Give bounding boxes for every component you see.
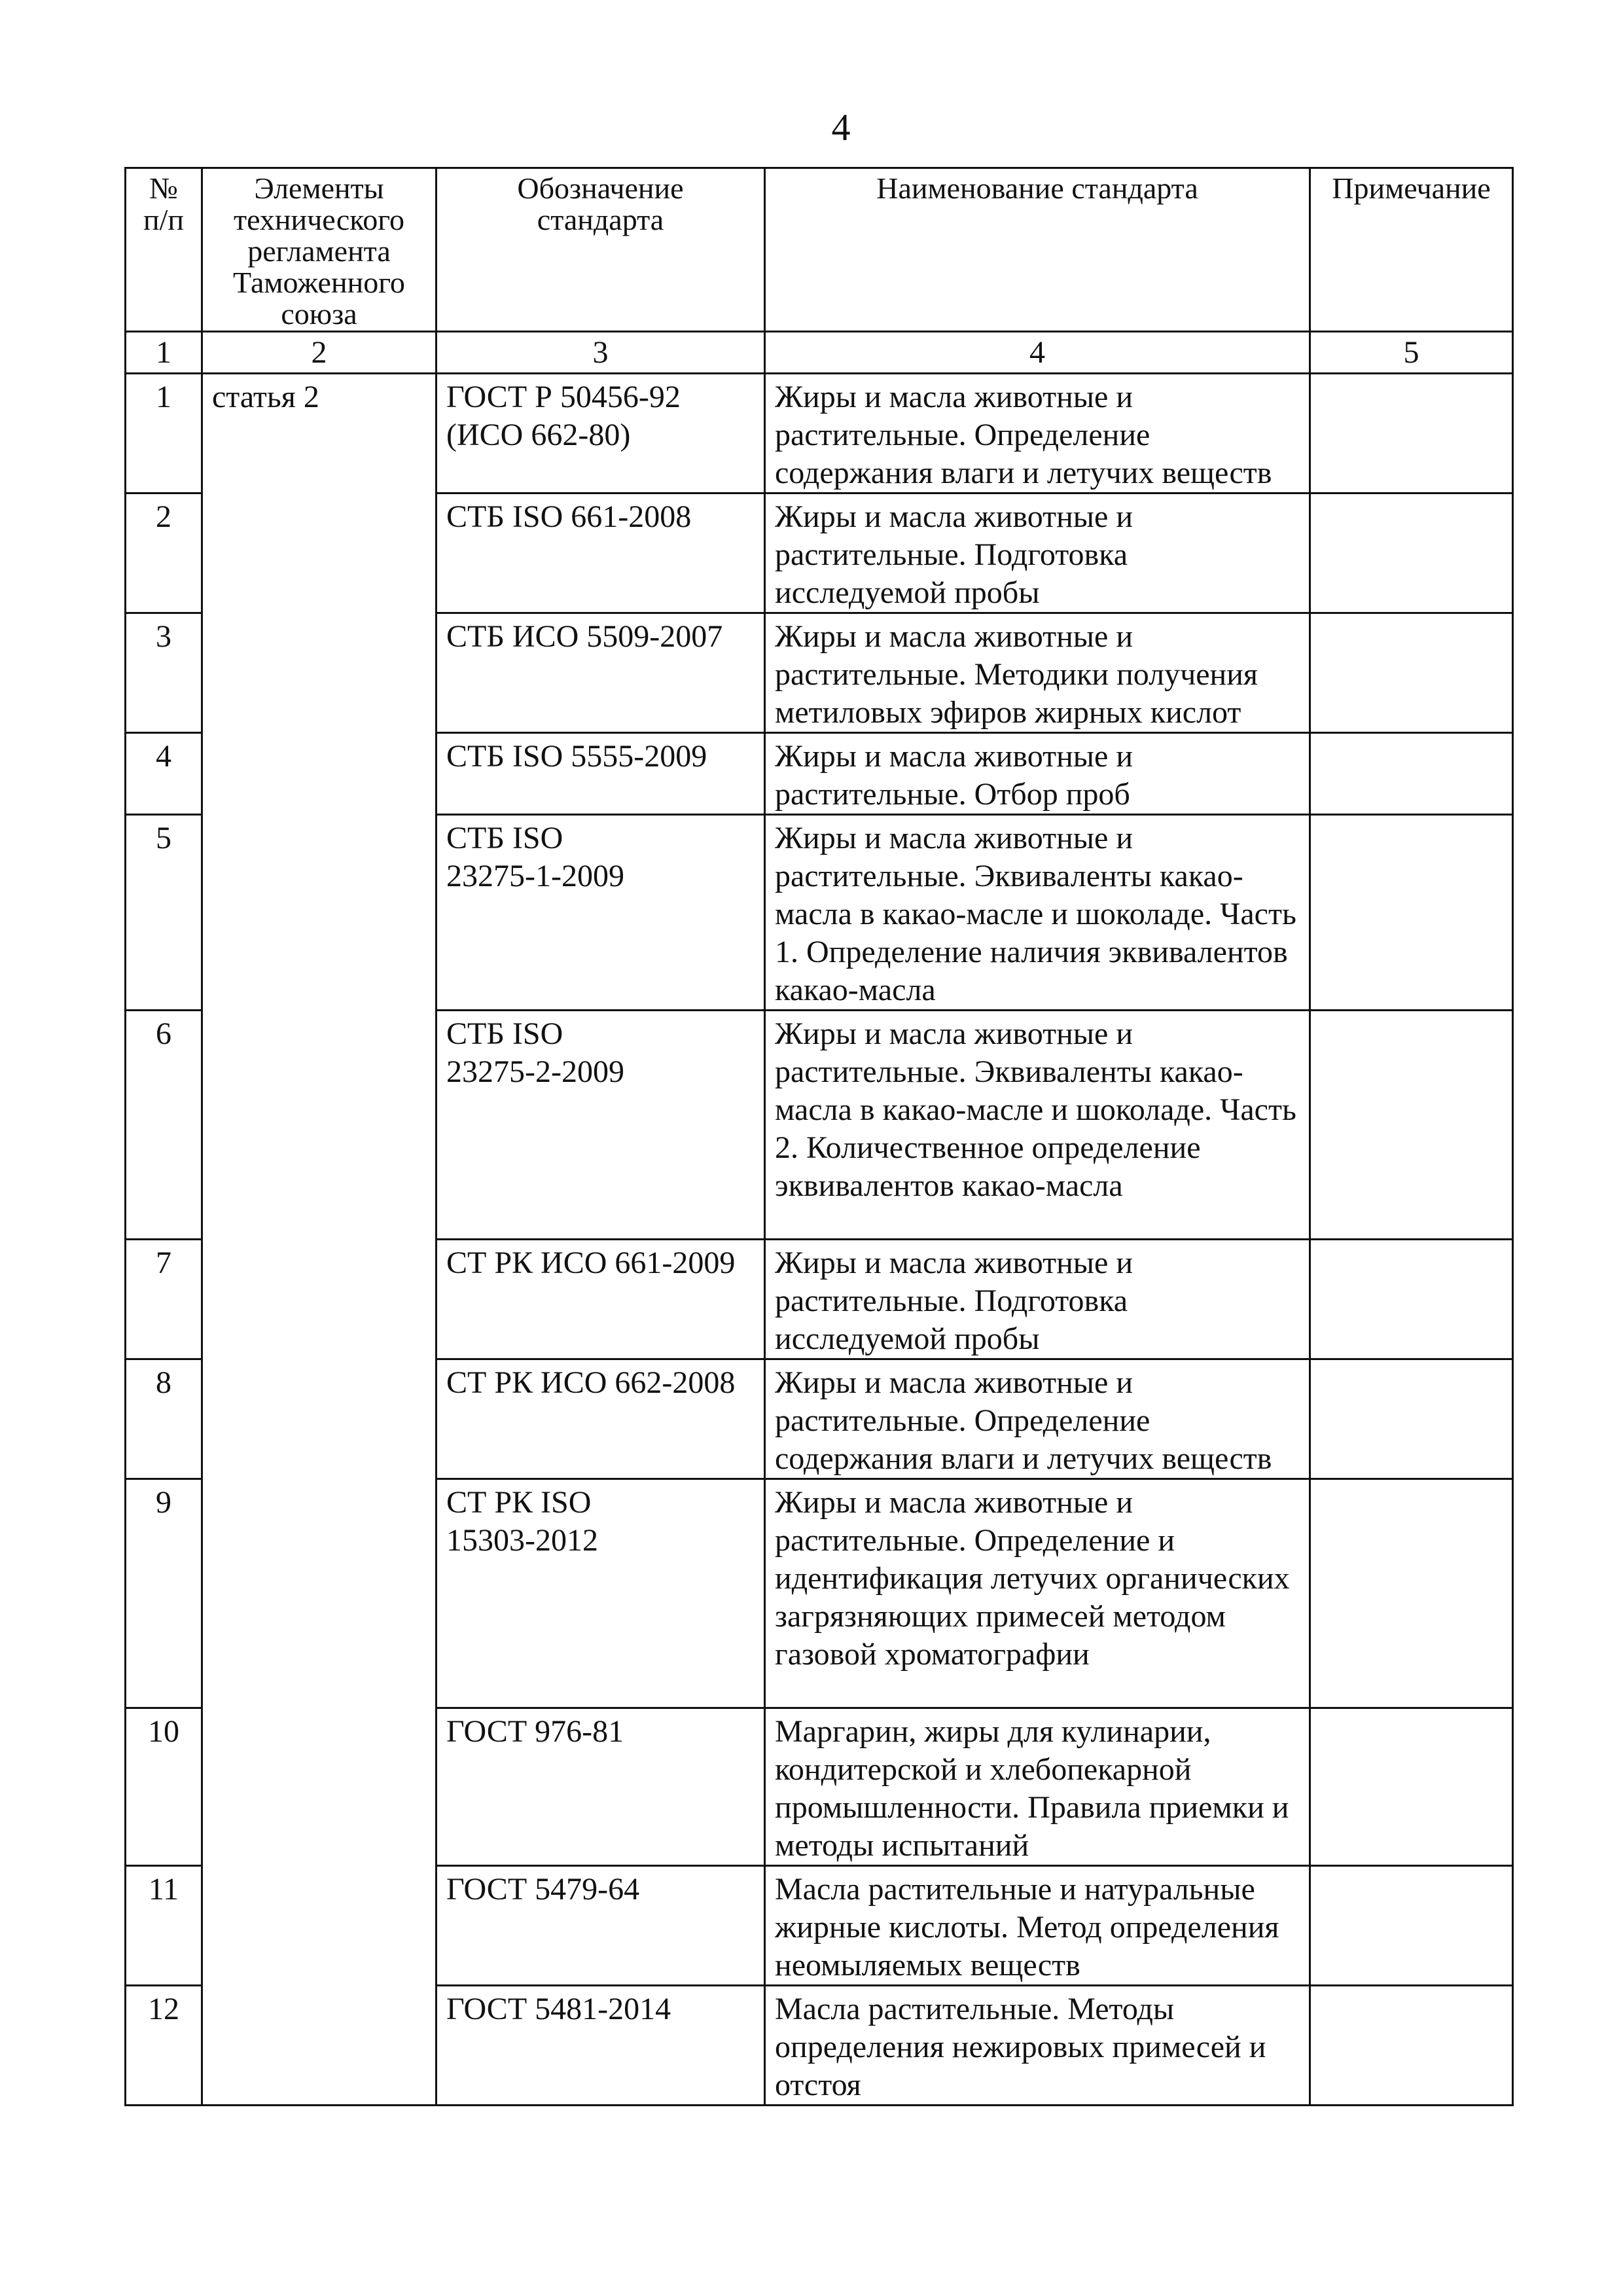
column-number: 2 [202, 332, 437, 374]
standard-name: Масла растительные. Методы определения нежировых примесей и отстоя [765, 1986, 1310, 2106]
note-cell [1310, 733, 1513, 815]
standard-name: Жиры и масла животные и растительные. Эквиваленты какао-масла в какао-масле и шоколаде. Часть 2. Количественное определение эквивалентов какао-масла [765, 1011, 1310, 1240]
row-number: 8 [126, 1359, 202, 1479]
row-number: 3 [126, 613, 202, 733]
header-note: Примечание [1310, 168, 1513, 332]
note-cell [1310, 493, 1513, 613]
standard-code: СТБ ISO 23275-2-2009 [437, 1011, 765, 1240]
standard-name: Жиры и масла животные и растительные. Определение и идентификация летучих органических загрязняющих примесей методом газовой хроматографии [765, 1479, 1310, 1708]
row-number: 2 [126, 493, 202, 613]
note-cell [1310, 374, 1513, 493]
page-number: 4 [831, 106, 851, 149]
standard-code: СТБ ИСО 5509-2007 [437, 613, 765, 733]
row-number: 10 [126, 1708, 202, 1866]
table-row [126, 374, 1513, 493]
header-num: № п/п [126, 168, 202, 332]
note-cell [1310, 1359, 1513, 1479]
standard-code: СТБ ISO 23275-1-2009 [437, 815, 765, 1011]
row-number: 11 [126, 1866, 202, 1986]
standard-code: СТ РК ИСО 662-2008 [437, 1359, 765, 1479]
header-name: Наименование стандарта [765, 168, 1310, 332]
note-cell [1310, 815, 1513, 1011]
note-cell [1310, 1240, 1513, 1359]
standard-code: СТ РК ИСО 661-2009 [437, 1240, 765, 1359]
standard-code: ГОСТ 976-81 [437, 1708, 765, 1866]
standard-name: Масла растительные и натуральные жирные кислоты. Метод определения неомыляемых веществ [765, 1866, 1310, 1986]
standard-code: ГОСТ 5481-2014 [437, 1986, 765, 2106]
row-number: 4 [126, 733, 202, 815]
standard-name: Жиры и масла животные и растительные. Отбор проб [765, 733, 1310, 815]
row-number: 7 [126, 1240, 202, 1359]
note-cell [1310, 613, 1513, 733]
standard-code: СТБ ISO 661-2008 [437, 493, 765, 613]
note-cell [1310, 1011, 1513, 1240]
standard-name: Жиры и масла животные и растительные. Методики получения метиловых эфиров жирных кислот [765, 613, 1310, 733]
standard-code: ГОСТ Р 50456-92 (ИСО 662-80) [437, 374, 765, 493]
note-cell [1310, 1986, 1513, 2106]
column-number-row [126, 332, 1513, 374]
table-header-row [126, 168, 1513, 332]
header-code: Обозначение стандарта [437, 168, 765, 332]
column-number: 3 [437, 332, 765, 374]
standard-name: Жиры и масла животные и растительные. Подготовка исследуемой пробы [765, 493, 1310, 613]
standard-code: ГОСТ 5479-64 [437, 1866, 765, 1986]
standard-name: Жиры и масла животные и растительные. Определение содержания влаги и летучих веществ [765, 1359, 1310, 1479]
standards-table [124, 167, 1514, 2106]
standard-name: Жиры и масла животные и растительные. Определение содержания влаги и летучих веществ [765, 374, 1310, 493]
row-number: 9 [126, 1479, 202, 1708]
standard-code: СТБ ISO 5555-2009 [437, 733, 765, 815]
regulation-element: статья 2 [202, 374, 437, 2106]
column-number: 1 [126, 332, 202, 374]
header-elements: Элементы технического регламента Таможенного союза [202, 168, 437, 332]
row-number: 5 [126, 815, 202, 1011]
standard-name: Жиры и масла животные и растительные. Эквиваленты какао-масла в какао-масле и шоколаде. Часть 1. Определение наличия эквивалентов какао-масла [765, 815, 1310, 1011]
column-number: 4 [765, 332, 1310, 374]
note-cell [1310, 1866, 1513, 1986]
standard-code: СТ РК ISO 15303-2012 [437, 1479, 765, 1708]
column-number: 5 [1310, 332, 1513, 374]
standard-name: Жиры и масла животные и растительные. Подготовка исследуемой пробы [765, 1240, 1310, 1359]
row-number: 6 [126, 1011, 202, 1240]
row-number: 1 [126, 374, 202, 493]
standard-name: Маргарин, жиры для кулинарии, кондитерской и хлебопекарной промышленности. Правила приемки и методы испытаний [765, 1708, 1310, 1866]
row-number: 12 [126, 1986, 202, 2106]
note-cell [1310, 1708, 1513, 1866]
note-cell [1310, 1479, 1513, 1708]
